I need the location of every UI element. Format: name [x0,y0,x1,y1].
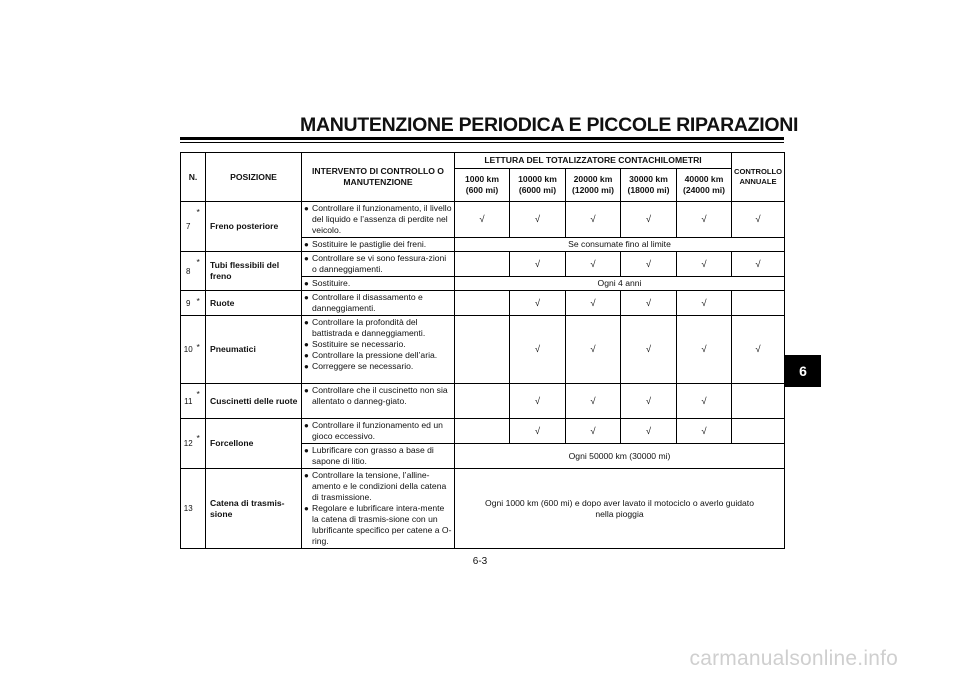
header-km-20000: 20000 km (12000 mi) [566,169,621,202]
star-mark: * [196,291,206,316]
check-mark: √ [677,202,732,238]
empty-cell [732,419,785,444]
page-number: 6-3 [472,556,488,567]
bullet-icon: ● [304,240,309,249]
header-annual: CONTROLLO ANNUALE [732,153,785,202]
check-mark: √ [621,419,677,444]
header-km-30000: 30000 km (18000 mi) [621,169,677,202]
empty-cell [732,384,785,419]
header-odometer: LETTURA DEL TOTALIZZATORE CONTACHILOMETRI [455,153,732,169]
bullet-icon: ● [304,340,309,349]
check-mark: √ [621,384,677,419]
interval-note: Ogni 1000 km (600 mi) e dopo aver lavato il motociclo o averlo guidato nella pioggia [455,469,785,549]
row-work: ● Controllare la tensione, l’alline-amento e le condizioni della catena di trasmissione. ● Regolare e lubrificare intera-mente la catena di trasmis-sione con un lubrificante specifico per catene a O-ring. [302,469,455,549]
row-position: Ruote [206,291,302,316]
bullet-icon: ● [304,446,309,455]
empty-cell [455,419,510,444]
bullet-icon: ● [304,421,309,430]
check-mark: √ [510,384,566,419]
watermark: carmanualsonline.info [689,647,898,670]
row-number: 9 [181,291,196,316]
row-position: Cuscinetti delle ruote [206,384,302,419]
interval-note: Se consumate fino al limite [455,238,785,252]
bullet-icon: ● [304,279,309,288]
title-rule-thin [180,142,784,143]
row-number: 7 [181,202,196,252]
row-work: ● Controllare il funzionamento ed un gioco eccessivo. [302,419,455,444]
row-work: ● Controllare che il cuscinetto non sia allentato o danneg-giato. [302,384,455,419]
row-work: ● Controllare la profondità del battistrada e danneggiamenti. ● Sostituire se necessario. ● Controllare la pressione dell’aria. ● Correggere se necessario. [302,316,455,384]
interval-note: Ogni 50000 km (30000 mi) [455,444,785,469]
row-position: Catena di trasmis-sione [206,469,302,549]
check-mark: √ [510,291,566,316]
table-row [181,202,785,238]
check-mark: √ [677,252,732,277]
bullet-icon: ● [304,386,309,395]
check-mark: √ [677,384,732,419]
maintenance-table [180,152,785,549]
star-mark: * [196,316,206,384]
bullet-icon: ● [304,293,309,302]
bullet-icon: ● [304,362,309,371]
check-mark: √ [566,291,621,316]
star-mark: * [196,202,206,252]
check-mark: √ [732,252,785,277]
check-mark: √ [732,316,785,384]
empty-cell [732,291,785,316]
row-number: 10 [181,316,196,384]
table-row [181,384,785,419]
header-num: N. [181,153,206,202]
check-mark: √ [677,291,732,316]
page-title: MANUTENZIONE PERIODICA E PICCOLE RIPARAZIONI [300,114,799,136]
row-position: Pneumatici [206,316,302,384]
check-mark: √ [677,419,732,444]
header-position: POSIZIONE [206,153,302,202]
row-work: ● Sostituire. [302,277,455,291]
check-mark: √ [510,202,566,238]
check-mark: √ [455,202,510,238]
header-km-40000: 40000 km (24000 mi) [677,169,732,202]
bullet-icon: ● [304,254,309,263]
header-km-1000: 1000 km (600 mi) [455,169,510,202]
row-work: ● Controllare il disassamento e danneggiamenti. [302,291,455,316]
section-tab[interactable]: 6 [785,355,821,387]
bullet-icon: ● [304,204,309,213]
row-position: Freno posteriore [206,202,302,252]
check-mark: √ [510,316,566,384]
table-row [181,419,785,444]
header-work: INTERVENTO DI CONTROLLO O MANUTENZIONE [302,153,455,202]
check-mark: √ [510,252,566,277]
row-number: 8 [181,252,196,291]
table-row [181,469,785,549]
title-rule-thick [180,137,784,140]
row-work: ● Controllare se vi sono fessura-zioni o danneggiamenti. [302,252,455,277]
check-mark: √ [566,384,621,419]
check-mark: √ [566,252,621,277]
star-mark: * [196,419,206,469]
check-mark: √ [732,202,785,238]
table-row [181,316,785,384]
check-mark: √ [621,252,677,277]
check-mark: √ [621,291,677,316]
empty-cell [455,316,510,384]
row-work: ● Controllare il funzionamento, il livello del liquido e l’assenza di perdite nel veicolo. [302,202,455,238]
table-row [181,252,785,277]
row-work: ● Lubrificare con grasso a base di sapone di litio. [302,444,455,469]
row-number: 11 [181,384,196,419]
interval-note: Ogni 4 anni [455,277,785,291]
row-work: ● Sostituire le pastiglie dei freni. [302,238,455,252]
check-mark: √ [566,202,621,238]
bullet-icon: ● [304,351,309,360]
check-mark: √ [566,316,621,384]
check-mark: √ [510,419,566,444]
empty-cell [455,384,510,419]
check-mark: √ [566,419,621,444]
star-mark: * [196,384,206,419]
check-mark: √ [621,316,677,384]
star-mark: * [196,252,206,291]
check-mark: √ [621,202,677,238]
check-mark: √ [677,316,732,384]
star-cell [196,469,206,549]
bullet-icon: ● [304,504,309,513]
header-km-10000: 10000 km (6000 mi) [510,169,566,202]
row-position: Forcellone [206,419,302,469]
row-number: 13 [181,469,196,549]
bullet-icon: ● [304,318,309,327]
bullet-icon: ● [304,471,309,480]
row-number: 12 [181,419,196,469]
empty-cell [455,252,510,277]
table-row [181,291,785,316]
row-position: Tubi flessibili del freno [206,252,302,291]
empty-cell [455,291,510,316]
